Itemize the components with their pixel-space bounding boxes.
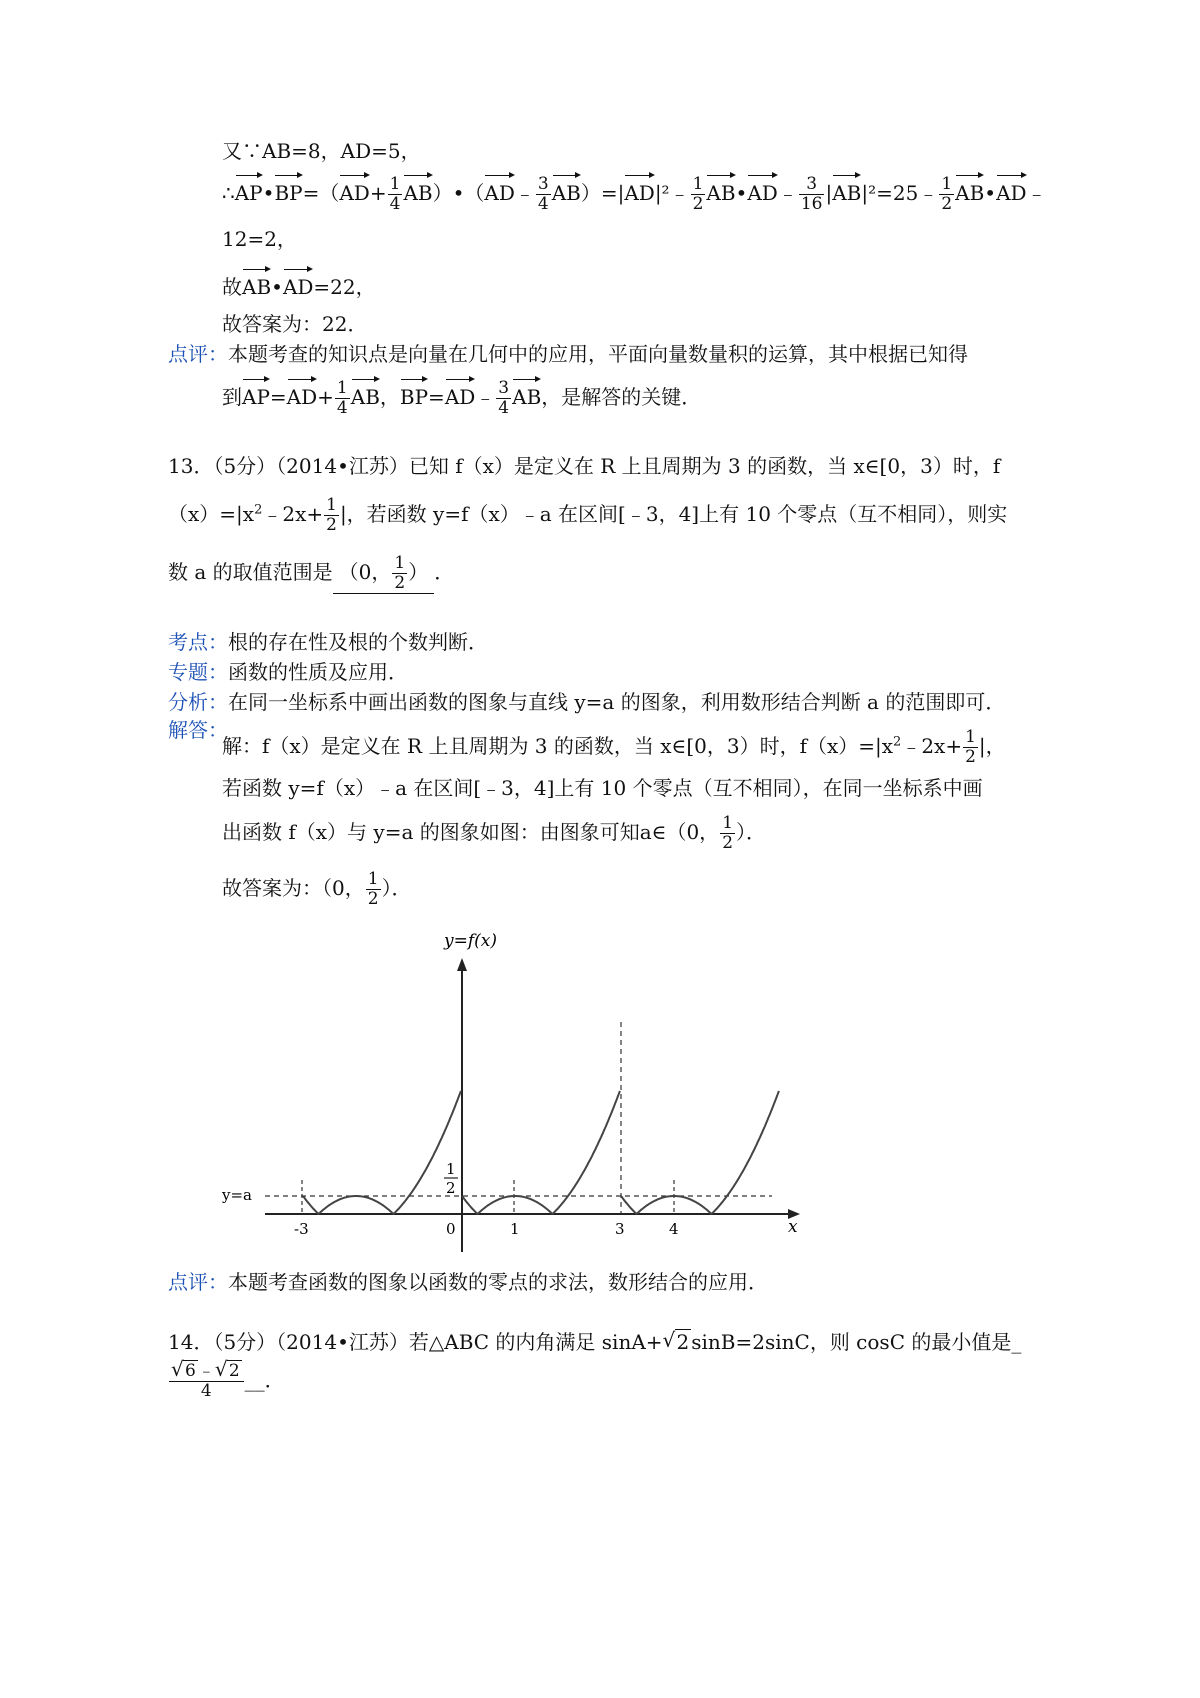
y-axis-arrow [457,958,467,971]
tick-half-den: 2 [446,1179,456,1197]
q14-answer: √ $\frac{6 ﹣√ 2}{4}$ __． [168,1362,285,1401]
curve-f-of-x [303,1091,779,1214]
q13-jieda-line3: 出函数 f（x）与 y=a 的图象如图：由图象可知a∈（0， $\frac{1}{2}$ ）． [222,813,767,853]
q13-comment: 点评：本题考查函数的图象以函数的零点的求法，数形结合的应用． [168,1270,768,1294]
sol12-line4: 故AB•AD=22， [222,266,376,301]
sol12-comment-line2: 到AP=AD+ $\frac{1}{4}$ AB，BP=AD﹣ $\frac{3}{4}$ AB，是解答的关键． [222,378,702,418]
sol12-comment: 点评：本题考查的知识点是向量在几何中的应用，平面向量数量积的运算，其中根据已知得 [168,342,968,366]
q13-line1: 13．（5分）（2014•江苏）已知 f（x）是定义在 R 上且周期为 3 的函数，当 x∈[0，3）时，f [168,454,1001,478]
q13-answer-blank: （0， $\frac{1}{2}$ ） [333,554,435,594]
tick-1: 1 [510,1220,520,1238]
tick-4: 4 [669,1220,679,1238]
function-graph [220,930,820,1260]
tick-0: 0 [446,1220,456,1238]
q13-zhuanti: 专题：函数的性质及应用． [168,660,408,684]
sol12-line3: 12=2， [222,227,297,251]
q14-line1: 14．（5分）（2014•江苏）若△ABC 的内角满足 sinA+√ 2 sinB=2sinC，则 cosC 的最小值是_ [168,1328,1021,1356]
q13-jieda-line1: 解：f（x）是定义在 R 上且周期为 3 的函数，当 x∈[0，3）时，$f(x)=|x^2﹣2x+$ $\frac{1}{2}$ |， [222,727,1006,767]
q13-jieda-line2: 若函数 y=f（x）﹣a 在区间[﹣3，4]上有 10 个零点（互不相同），在同一坐标系中画 [222,776,983,800]
q13-fenxi: 分析：在同一坐标系中画出函数的图象与直线 y=a 的图象，利用数形结合判断 a 的范围即可． [168,690,1006,714]
q13-jieda-label: 解答： [168,718,228,742]
y-equals-a-label: y=a [222,1186,252,1204]
tick-neg3: -3 [294,1220,309,1238]
tick-half-num: 1 [446,1160,456,1178]
q14-answer-fraction: √ $\frac{6 ﹣√ 2}{4}$ [169,1362,244,1401]
q13-jieda-answer: 故答案为：（0， $\frac{1}{2}$ ）． [222,869,412,909]
q13-line2: $(x)=|x^2﹣2x+$ $\frac{1}{2}$ |，若函数 y=f（x）﹣a 在区间[﹣3，4]上有 10 个零点（互不相同），则实 [168,495,1008,535]
tick-3: 3 [615,1220,625,1238]
x-axis-label: x [788,1217,798,1237]
sol12-line2: ∴AP•BP=（AD+ $\frac{1}{4}$ AB）•（AD﹣ $\frac{3}{4}$ AB）=|AD|²﹣ $\frac{1}{2}$ AB•AD﹣ $\frac{3}{16}$ |AB|²=25﹣ $\frac{1}{2}$ AB•AD﹣ [222,174,1047,214]
q13-kaodian: 考点：根的存在性及根的个数判断． [168,630,488,654]
q13-line3: 数 a 的取值范围是 （0， $\frac{1}{2}$ ） ． [168,553,455,593]
y-axis-label: y=f(x) [444,931,497,951]
sol12-answer: 故答案为：22． [222,312,368,336]
sol12-line1: 又∵AB=8，AD=5， [222,139,421,163]
